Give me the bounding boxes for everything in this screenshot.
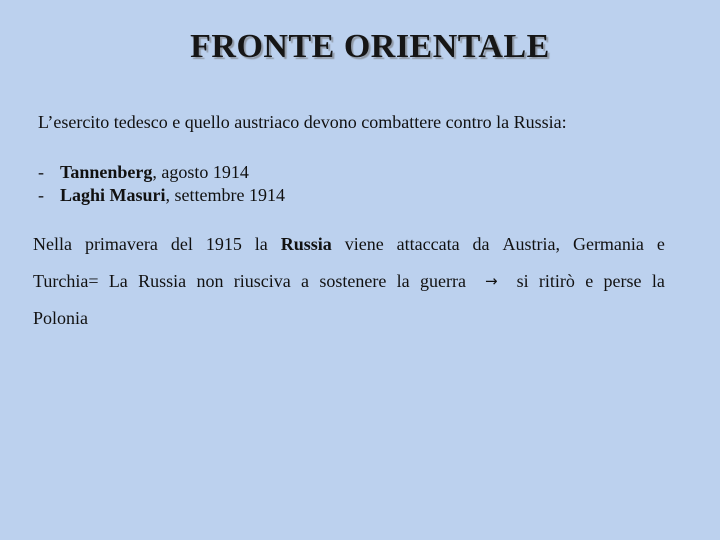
paragraph-word: Nella: [33, 234, 72, 254]
paragraph-word: a: [301, 271, 310, 291]
bullet-marker: -: [38, 185, 44, 205]
paragraph-word: e: [656, 234, 665, 254]
battle-list: [38, 162, 285, 208]
paragraph-word: e: [585, 271, 594, 291]
paragraph-word: Polonia: [33, 308, 89, 328]
paragraph-word: ritirò: [538, 271, 575, 291]
paragraph-word: del: [170, 234, 193, 254]
paragraph-word: attaccata: [396, 234, 460, 254]
paragraph-word: La: [108, 271, 128, 291]
paragraph-word: la: [651, 271, 665, 291]
paragraph-word: viene: [344, 234, 384, 254]
paragraph-word: non: [196, 271, 224, 291]
paragraph-word: Russia: [280, 234, 332, 254]
paragraph: [33, 226, 665, 337]
paragraph-word: riusciva: [233, 271, 291, 291]
paragraph-word: guerra: [419, 271, 466, 291]
slide-title: FRONTE ORIENTALE: [190, 28, 550, 65]
paragraph-word: la: [254, 234, 268, 254]
battle-name: Tannenberg: [60, 162, 153, 182]
list-item: [38, 162, 285, 185]
paragraph-word: Turchia=: [33, 271, 99, 291]
battle-date: , settembre 1914: [165, 185, 285, 205]
paragraph-word: Russia: [138, 271, 187, 291]
paragraph-line-1: [33, 226, 665, 263]
battle-name: Laghi Masuri: [60, 185, 166, 205]
paragraph-word: perse: [603, 271, 642, 291]
list-item: [38, 185, 285, 208]
paragraph-word: Austria,: [502, 234, 560, 254]
paragraph-word: primavera: [84, 234, 158, 254]
battle-date: , agosto 1914: [152, 162, 249, 182]
paragraph-line-3: [33, 300, 665, 337]
paragraph-word: si: [516, 271, 529, 291]
paragraph-word: Germania: [572, 234, 644, 254]
paragraph-word: 1915: [205, 234, 242, 254]
paragraph-word: la: [396, 271, 410, 291]
paragraph-line-2: [33, 263, 665, 300]
intro-text: L’esercito tedesco e quello austriaco devono combattere contro la Russia:: [38, 112, 567, 132]
paragraph-word: da: [472, 234, 490, 254]
bullet-marker: -: [38, 162, 44, 182]
arrow-icon: →: [484, 272, 498, 290]
paragraph-word: sostenere: [319, 271, 387, 291]
